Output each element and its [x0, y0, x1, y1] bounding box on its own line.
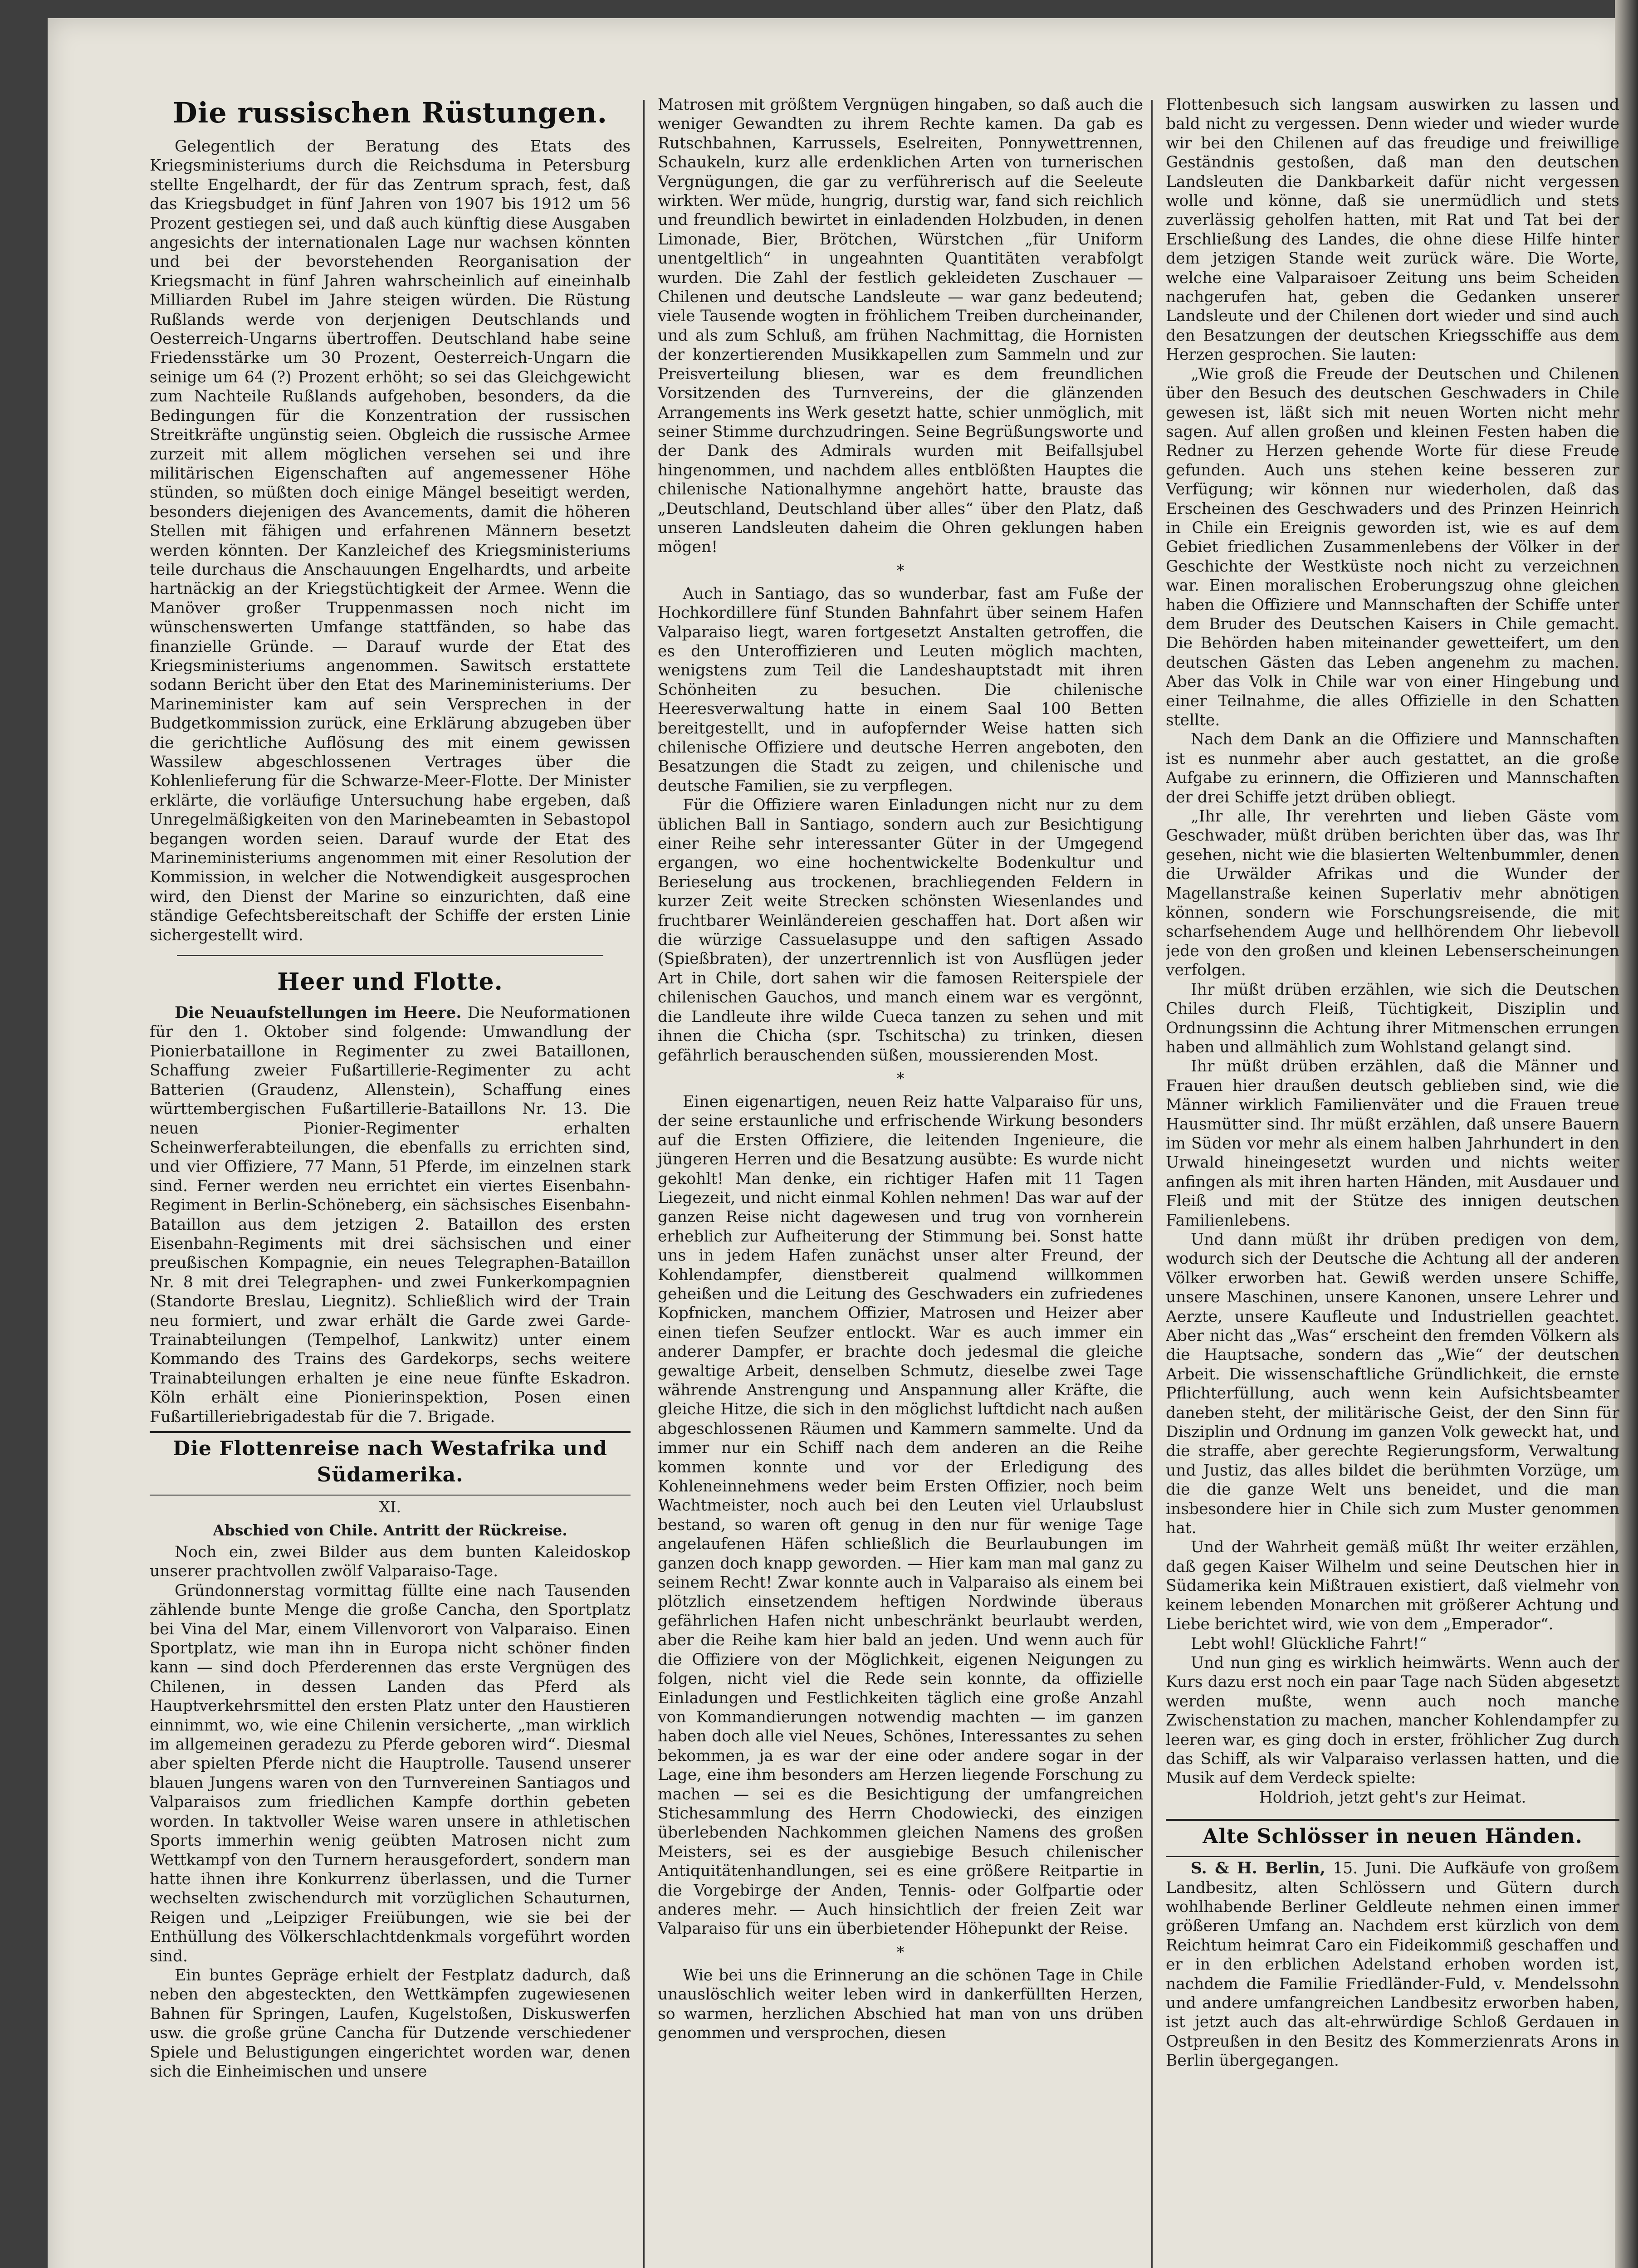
section-asterisk: *	[896, 1069, 905, 1088]
section-asterisk: *	[896, 1943, 905, 1961]
column-3	[1166, 95, 1619, 2268]
article-paragraph: Und dann müßt ihr drüben predigen von dem, wodurch sich der Deutsche die Achtung all der anderen Völker erworben hat. Gewiß werden unsere Schiffe, unsere Maschinen, unsere Kanonen, unsere Lehrer und Aerzte, unsere Kaufleute und Industriellen geachtet. Aber nicht das „Was“ erscheint den fremden Völkern als die Hauptsache, sondern das „Wie“ der deutschen Arbeit. Die wissenschaftliche Gründlichkeit, die ernste Pflichterfüllung, auch wenn kein Aufsichtsbeamter daneben steht, der militärische Geist, der den Sinn für Disziplin und Ordnung im ganzen Volk geweckt hat, und die straffe, aber gerechte Regierungsform, Verwaltung und Justiz, das alles bildet die berühmten Vorzüge, um die die ganze Welt uns beneidet, und die man insbesondere hier in Chile sich zum Muster genommen hat.	[1166, 1230, 1619, 1538]
headline-old-castles: Alte Schlösser in neuen Händen.	[1203, 1825, 1583, 1848]
article-paragraph: Ihr müßt drüben erzählen, daß die Männer und Frauen hier draußen deutsch geblieben sind, wie die Männer wirklich Familienväter und die Frauen treue Hausmütter sind. Ihr müßt erzählen, daß unsere Bauern im Süden vor mehr als einem halben Jahrhundert in den Urwald hineingesetzt wurden und nichts weiter anfingen als mit ihren harten Händen, mit Ausdauer und Fleiß und mit der Stütze des innigen deutschen Familienlebens.	[1166, 1057, 1619, 1230]
article-paragraph	[1166, 1859, 1619, 2070]
article-paragraph: Matrosen mit größtem Vergnügen hingaben, so daß auch die weniger Gewandten zu ihrem Rechte kamen. Da gab es Rutschbahnen, Karrussels, Eselreiten, Ponnywettrennen, Schaukeln, kurz alle erdenklichen Arten von turnerischen Vergnügungen, die gar zu verführerisch auf die Seeleute wirkten. Wer müde, hungrig, durstig war, fand sich reichlich und freundlich bewirtet in einladenden Holzbuden, in denen Limonade, Bier, Brötchen, Würstchen „für Uniform unentgeltlich“ in ungeahnten Quantitäten verabfolgt wurden. Die Zahl der festlich gekleideten Zuschauer — Chilenen und deutsche Landsleute — war ganz bedeutend; viele Tausende wogten in fröhlichem Treiben durcheinander, und als zum Schluß, am frühen Nachmittag, die Hornisten der konzertierenden Musikkapellen zum Sammeln und zur Preisverteilung bliesen, war es dem freundlichen Vorsitzenden des Turnvereins, der die glänzenden Arrangements ins Werk gesetzt hatte, schier unmöglich, mit seiner Stimme durchzudringen. Seine Begrüßungsworte und der Dank des Admirals wurden mit Beifallsjubel hingenommen, und nachdem alles entblößten Hauptes die chilenische Nationalhymne angehört hatte, brauste das „Deutschland, Deutschland über alles“ über den Platz, daß unseren Landsleuten daheim die Ohren geklungen haben mögen!	[658, 96, 1143, 557]
column-rule	[643, 100, 645, 2268]
article-paragraph: Flottenbesuch sich langsam auswirken zu lassen und bald nicht zu vergessen. Denn wieder und wieder wurde wir bei den Chilenen auf das freudige und freiwillige Geständnis gestoßen, daß man den deutschen Landsleuten die Dankbarkeit dafür nicht vergessen wolle und könne, daß sie unermüdlich und stets zuverlässig geholfen hatten, mit Rat und Tat bei der Erschließung des Landes, die ohne diese Hilfe hinter dem jetzigen Stande weit zurück wäre. Die Worte, welche eine Valparaisoer Zeitung uns beim Scheiden nachgerufen hat, geben die Gedanken unserer Landsleute und der Chilenen dort wieder und sind auch den Besatzungen der deutschen Kriegsschiffe aus dem Herzen gesprochen. Sie lauten:	[1166, 96, 1619, 364]
song-line: Holdrioh, jetzt geht's zur Heimat.	[1259, 1788, 1526, 1807]
column-rule	[1151, 100, 1153, 2268]
separator	[1166, 1856, 1619, 1857]
article-paragraph: Ihr müßt drüben erzählen, wie sich die Deutschen Chiles durch Fleiß, Tüchtigkeit, Disziplin und Ordnungssinn die Achtung ihrer Mitmenschen errungen haben und allmählich zum Wohlstand gelangt sind.	[1166, 980, 1619, 1056]
column-1	[150, 95, 631, 2081]
article-paragraph: Wie bei uns die Erinnerung an die schönen Tage in Chile unauslöschlich weiter leben wird in dankerfüllten Herzen, so warmen, herzlichen Abschied hat man von uns drüben genommen und versprochen, diesen	[658, 1966, 1143, 2042]
article-paragraph: Noch ein, zwei Bilder aus dem bunten Kaleidoskop unserer prachtvollen zwölf Valparaiso-Tage.	[150, 1543, 631, 1581]
column-2	[658, 95, 1143, 2043]
article-paragraph: Und der Wahrheit gemäß müßt Ihr weiter erzählen, daß gegen Kaiser Wilhelm und seine Deutschen hier in Südamerika kein Mißtrauen existiert, daß vielmehr von keinem lebenden Monarchen mit größerer Achtung und Liebe berichtet wird, wie von dem „Emperador“.	[1166, 1538, 1619, 1634]
article-paragraph	[150, 1003, 631, 1427]
article-paragraph: „Wie groß die Freude der Deutschen und Chilenen über den Besuch des deutschen Geschwaders in Chile gewesen ist, läßt sich mit neuen Worten nicht mehr sagen. Auf allen großen und kleinen Festen haben die Redner zu Herzen gehende Worte für diese Freude gefunden. Auch uns stehen keine besseren zur Verfügung; wir können nur wiederholen, daß das Erscheinen des Geschwaders und des Prinzen Heinrich in Chile ein Ereignis geworden ist, wie es auf dem Gebiet friedlichen Zusammenlebens der Völker in der Geschichte der Westküste noch nicht zu verzeichnen war. Einen moralischen Eroberungszug ohne gleichen haben die Offiziere und Mannschaften der Schiffe unter dem Bruder des Deutschen Kaisers in Chile gemacht. Die Behörden haben miteinander gewetteifert, um den deutschen Gästen das Leben angenehm zu machen. Aber das Volk in Chile war von einer Hingebung und einer Teilnahme, die alles Offizielle in den Schatten stellte.	[1166, 365, 1619, 729]
paragraph-lead: Die Neuaufstellungen im Heere.	[175, 1004, 462, 1022]
subheadline: Abschied von Chile. Antritt der Rückreise.	[213, 1521, 567, 1539]
article-paragraph: Auch in Santiago, das so wunderbar, fast am Fuße der Hochkordillere fünf Stunden Bahnfahrt über seinem Hafen Valparaiso liegt, waren fortgesetzt Anstalten getroffen, die es den Unteroffizieren und Leuten möglich machten, wenigstens zum Teil die Landeshauptstadt mit ihren Schönheiten zu besuchen. Die chilenische Heeresverwaltung hatte in einem Saal 100 Betten bereitgestellt, und in aufopfernder Weise hatten sich chilenische Offiziere und deutsche Herren angeboten, den Besatzungen die Stadt zu zeigen, und chilenische und deutsche Familien, sie zu verpflegen.	[658, 584, 1143, 795]
paragraph-lead: S. & H. Berlin,	[1191, 1859, 1325, 1878]
article-paragraph: Gelegentlich der Beratung des Etats des Kriegsministeriums durch die Reichsduma in Petersburg stellte Engelhardt, der für das Zentrum sprach, fest, daß das Kriegsbudget in fünf Jahren von 1907 bis 1912 um 56 Prozent gestiegen sei, und daß auch künftig diese Ausgaben angesichts der internationalen Lage nur wachsen könnten und bei der bevorstehenden Reorganisation der Kriegsmacht in fünf Jahren wahrscheinlich auf eineinhalb Milliarden Rubel im Jahre steigen würden. Die Rüstung Rußlands werde von derjenigen Deutschlands und Oesterreich-Ungarns übertroffen. Deutschland habe seine Friedensstärke um 30 Prozent, Oesterreich-Ungarn die seinige um 64 (?) Prozent erhöht; so sei das Gleichgewicht zum Nachteile Rußlands aufgehoben, besonders, da die Bedingungen für die Konzentration der russischen Streitkräfte ungünstig seien. Obgleich die russische Armee zurzeit mit allem möglichen versehen sei und ihre militärischen Eigenschaften auf angemessener Höhe stünden, so müßten doch einige Mängel beseitigt werden, besonders diejenigen des Avancements, damit die höheren Stellen mit fähigen und erfahrenen Männern besetzt werden könnten. Der Kanzleichef des Kriegsministeriums teile durchaus die Anschauungen Engelhardts, und arbeite hartnäckig an der Kriegstüchtigkeit der Armee. Wenn die Manöver großer Truppenmassen noch nicht im wünschenswerten Umfange stattfänden, so habe das finanzielle Gründe. — Darauf wurde der Etat des Kriegsministeriums angenommen. Sawitsch erstattete sodann Bericht über den Etat des Marineministeriums. Der Marineminister kam auf sein Versprechen in der Budgetkommission zurück, eine Erklärung abzugeben über die gerichtliche Auflösung des mit einem gewissen Wassilew abgeschlossenen Vertrages über die Kohlenlieferung für die Schwarze-Meer-Flotte. Der Minister erklärte, die vorläufige Untersuchung habe ergeben, daß Unregelmäßigkeiten von den Marinebeamten in Sebastopol begangen worden seien. Darauf wurde der Etat des Marineministeriums angenommen mit einer Resolution der Kommission, in welcher die Notwendigkeit ausgesprochen wird, den Dienst der Marine so einzurichten, daß eine ständige Gefechtsbereitschaft der Schiffe der ersten Linie sichergestellt wird.	[150, 137, 631, 944]
paragraph-body: Die Neuformationen für den 1. Oktober sind folgende: Umwandlung der Pionierbataillone in Regimenter zu zwei Bataillonen, Schaffung zweier Fußartillerie-Regimenter zu acht Batterien (Graudenz, Allenstein), Schaffung eines württembergischen Fußartillerie-Bataillons Nr. 13. Die neuen Pionier-Regimenter erhalten Scheinwerferabteilungen, die ebenfalls zu errichten sind, und vier Offiziere, 77 Mann, 51 Pferde, im einzelnen stark sind. Ferner werden neu errichtet ein viertes Eisenbahn-Regiment in Berlin-Schöneberg, ein sächsisches Eisenbahn-Bataillon aus dem jetzigen 2. Bataillon des ersten Eisenbahn-Regiments mit drei sächsischen und einer preußischen Kompagnie, ein neues Telegraphen-Bataillon Nr. 8 mit drei Telegraphen- und zwei Funkerkompagnien (Standorte Breslau, Liegnitz). Schließlich wird der Train neu formiert, und zwar erhält die Garde zwei Garde-Trainabteilungen (Tempelhof, Lankwitz) unter einem Kommando des Trains des Gardekorps, sechs weitere Trainabteilungen erhalten je eine neue fünfte Eskadron. Köln erhält eine Pionierinspektion, Posen einen Fußartilleriebrigadestab für die 7. Brigade.	[150, 1004, 631, 1426]
article-paragraph: Und nun ging es wirklich heimwärts. Wenn auch der Kurs dazu erst noch ein paar Tage nach Süden abgesetzt werden mußte, wenn auch noch manche Zwischenstation zu machen, mancher Kohlendampfer zu leeren war, es ging doch in erster, fröhlicher Zug durch das Schiff, als wir Valparaiso verlassen hatten, und die Musik auf dem Verdeck spielte:	[1166, 1653, 1619, 1788]
headline-fleet-voyage: Die Flottenreise nach Westafrika und Südamerika.	[172, 1437, 607, 1486]
article-paragraph: „Ihr alle, Ihr verehrten und lieben Gäste vom Geschwader, müßt drüben berichten über das, was Ihr gesehen, nicht wie die blasierten Weltenbummler, denen die Urwälder Afrikas und die Wunder der Magellanstraße keinen Superlativ mehr abnötigen können, sondern wie Forschungsreisende, die mit scharfsehendem Auge und hellhörendem Ohr liebevoll jede von den großen und kleinen Lebenserscheinungen verfolgen.	[1166, 807, 1619, 980]
part-number: XI.	[379, 1498, 401, 1516]
separator	[150, 1431, 631, 1433]
separator	[150, 1495, 631, 1496]
paragraph-body: 15. Juni. Die Aufkäufe von großem Landbesitz, alten Schlössern und Gütern durch wohlhabende Berliner Geldleute nehmen einen immer größeren Umfang an. Nachdem erst kürzlich von dem Reichtum heimrat Caro ein Fideikommiß geschaffen und er in den erblichen Adelstand erhoben worden ist, nachdem die Familie Friedländer-Fuld, v. Mendelssohn und andere umfangreichen Landbesitz erworben haben, ist jetzt auch das alt-ehrwürdige Schloß Gerdauen in Ostpreußen in den Besitz des Kommerzienrats Arons in Berlin übergegangen.	[1166, 1859, 1619, 2070]
article-paragraph: Nach dem Dank an die Offiziere und Mannschaften ist es nunmehr aber auch gestattet, an die große Aufgabe zu erinnern, die Offizieren und Mannschaften der drei Schiffe jetzt drüben obliegt.	[1166, 730, 1619, 807]
article-paragraph: Ein buntes Gepräge erhielt der Festplatz dadurch, daß neben den abgesteckten, den Wettkämpfen zugewiesenen Bahnen für Springen, Laufen, Kugelstoßen, Diskuswerfen usw. die große grüne Cancha für Dutzende verschiedener Spiele und Belustigungen eingerichtet worden war, denen sich die Einheimischen und unsere	[150, 1966, 631, 2081]
article-paragraph: Lebt wohl! Glückliche Fahrt!“	[1191, 1634, 1427, 1653]
headline-russian-armaments: Die russischen Rüstungen.	[172, 96, 608, 129]
separator	[177, 955, 603, 956]
article-paragraph: Für die Offiziere waren Einladungen nicht nur zu dem üblichen Ball in Santiago, sondern auch zur Besichtigung einer Reihe sehr interessanter Güter in der Umgegend ergangen, wo eine hochentwickelte Bodenkultur und Berieselung aus trockenen, brachliegenden Feldern in kurzer Zeit weite Strecken schönsten Wiesenlandes und fruchtbarer Weinländereien geschaffen hat. Dort aßen wir die würzige Cassuelasuppe und den saftigen Assado (Spießbraten), der unzertrennlich ist von Ausflügen jeder Art in Chile, dort sahen wir die famosen Reiterspiele der chilenischen Gauchos, und manch einem war es vergönnt, die Landleute ihre wilde Cueca tanzen zu sehen und mit ihnen die Chicha (spr. Tschitscha) zu trinken, diesen gefährlich berauschenden süßen, moussierenden Most.	[658, 796, 1143, 1065]
section-asterisk: *	[896, 561, 905, 580]
headline-army-navy: Heer und Flotte.	[277, 968, 503, 996]
article-paragraph: Gründonnerstag vormittag füllte eine nach Tausenden zählende bunte Menge die große Cancha, den Sportplatz bei Vina del Mar, einem Villenvorort von Valparaiso. Einen Sportplatz, wie man ihn in Europa nicht schöner finden kann — sind doch Pferderennen das erste Vergnügen des Chilenen, in dessen Landen das Pferd als Hauptverkehrsmittel den ersten Platz unter den Haustieren einnimmt, wo, wie eine Chilenin versicherte, „man wirklich im allgemeinen geradezu zu Pferde geboren wird“. Diesmal aber spielten Pferde nicht die Hauptrolle. Tausend unserer blauen Jungens waren von den Turnvereinen Santiagos und Valparaisos zum friedlichen Kampfe dorthin gebeten worden. In taktvoller Weise waren unsere in athletischen Sports immerhin wenig geübten Matrosen nicht zum Wettkampf von den Turnern herausgefordert, sondern man hatte ihnen ihre Konkurrenz überlassen, und die Turner wechselten zwischendurch mit vorzüglichen Schauturnen, Reigen und „Leipziger Freiübungen, wie sie bei der Enthüllung des Völkerschlachtdenkmals vorgeführt worden sind.	[150, 1581, 631, 1965]
separator	[1166, 1819, 1619, 1821]
article-paragraph: Einen eigenartigen, neuen Reiz hatte Valparaiso für uns, der seine erstaunliche und erfrischende Wirkung besonders auf die Ersten Offiziere, die leitenden Ingenieure, die jüngeren Herren und die Besatzung ausübte: Es wurde nicht gekohlt! Man denke, ein richtiger Hafen mit 11 Tagen Liegezeit, und nicht einmal Kohlen nehmen! Das war auf der ganzen Reise nicht dagewesen und trug von vornherein erheblich zur Aufheiterung der Stimmung bei. Sonst hatte uns in jedem Hafen zunächst unser alter Freund, der Kohlendampfer, dienstbereit qualmend willkommen geheißen und die Leitung des Geschwaders ein zufriedenes Kopfnicken, manchem Offizier, Matrosen und Heizer aber einen tiefen Seufzer entlockt. War es auch immer ein anderer Dampfer, er brachte doch jedesmal die gleiche gewaltige Arbeit, denselben Schmutz, dieselbe zwei Tage währende Anstrengung und Anspannung aller Kräfte, die gleiche Hitze, die sich in den möglichst luftdicht nach außen abgeschlossenen Räumen und Kammern sammelte. Und da immer nur ein Schiff nach dem anderen an die Reihe kommen konnte und vor der Erledigung des Kohleneinnehmens weder beim Ersten Offizier, noch beim Wachtmeister, noch auch bei den Leuten viel Urlaubslust bestand, so waren oft genug in den nur für wenige Tage angelaufenen Häfen schließlich die Beurlaubungen im ganzen doch knapp geworden. — Hier kam man mal ganz zu seinem Recht! Zwar konnte auch in Valparaiso als einem bei plötzlich einsetzendem heftigen Nordwinde überaus gefährlichen Hafen nicht unbeschränkt beurlaubt werden, aber die Reihe kam hier bald an jeden. Und wenn auch für die Offiziere von der Möglichkeit, eigenen Neigungen zu folgen, nicht viel die Rede sein konnte, da offizielle Einladungen und Festlichkeiten täglich eine große Anzahl von Kommandierungen notwendig machten — im ganzen haben doch alle viel Neues, Schönes, Interessantes zu sehen bekommen, ja es war der eine oder andere sogar in der Lage, eine ihm besonders am Herzen liegende Forschung zu machen — sei es die Besichtigung der umfangreichen Stichesammlung des Herrn Chodowiecki, des einzigen überlebenden Nachkommen gleichen Namens des großen Meisters, sei es der ausgiebige Besuch chilenischer Antiquitätenhandlungen, sei es eine größere Reitpartie in die Vorgebirge der Anden, Tennis- oder Golfpartie oder anderes mehr. — Auch hinsichtlich der freien Zeit war Valparaiso für uns ein überbietender Höhepunkt der Reise.	[658, 1092, 1143, 1938]
